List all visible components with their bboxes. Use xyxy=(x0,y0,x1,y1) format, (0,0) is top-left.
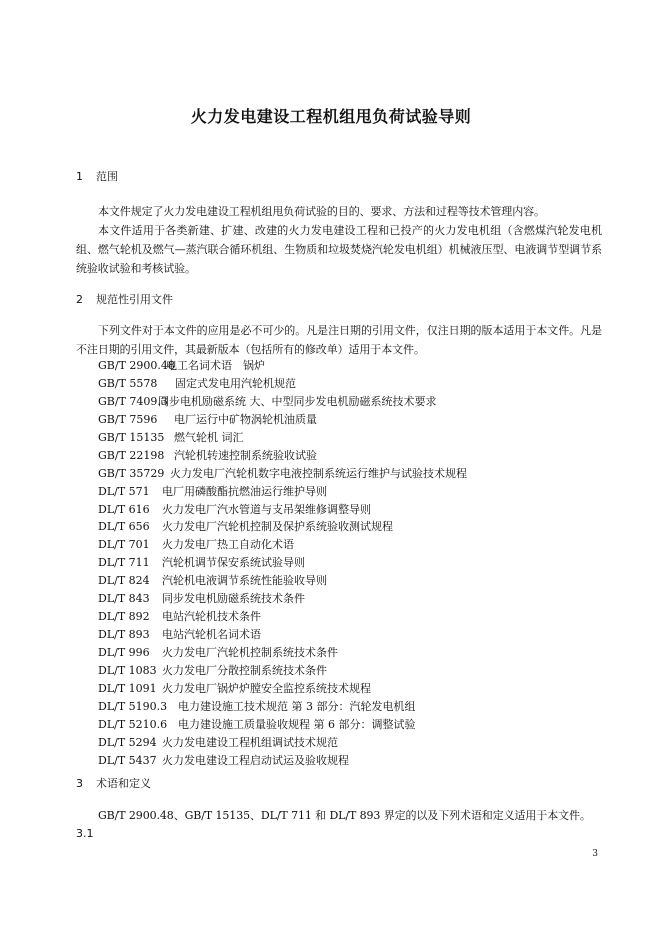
reference-item xyxy=(98,375,467,393)
reference-title: 火力发电厂热工自动化术语 xyxy=(162,538,294,552)
reference-title: 汽轮机调节保安系统试验导则 xyxy=(162,556,305,570)
reference-item xyxy=(98,752,467,770)
reference-code: DL/T 616 xyxy=(98,502,150,516)
document-title: 火力发电建设工程机组甩负荷试验导则 xyxy=(190,107,472,126)
reference-code: DL/T 5437 xyxy=(98,753,157,767)
reference-title: 火力发电建设工程启动试运及验收规程 xyxy=(162,753,349,767)
reference-item xyxy=(98,662,467,680)
subsection-number: 3.1 xyxy=(76,827,94,840)
reference-title: 火力发电建设工程机组调试技术规范 xyxy=(162,735,338,749)
reference-code: DL/T 843 xyxy=(98,592,150,606)
scope-paragraph-1: 本文件规定了火力发电建设工程机组甩负荷试验的目的、要求、方法和过程等技术管理内容。 xyxy=(98,205,545,218)
reference-title: 固定式发电用汽轮机规范 xyxy=(175,376,296,390)
reference-code: DL/T 824 xyxy=(98,574,150,588)
reference-code: DL/T 1091 xyxy=(98,681,157,695)
section-title: 范围 xyxy=(96,170,118,183)
reference-code: DL/T 711 xyxy=(98,556,150,570)
reference-code: DL/T 1083 xyxy=(98,663,157,677)
reference-item xyxy=(98,536,467,554)
reference-code: DL/T 893 xyxy=(98,628,150,642)
reference-item xyxy=(98,429,467,447)
reference-title: 电站汽轮机技术条件 xyxy=(162,610,261,624)
reference-title: 电厂用磷酸酯抗燃油运行维护导则 xyxy=(162,484,327,498)
reference-item xyxy=(98,644,467,662)
reference-title: 燃气轮机 词汇 xyxy=(174,430,244,444)
reference-title: 电厂运行中矿物涡轮机油质量 xyxy=(174,412,317,426)
reference-item xyxy=(98,393,467,411)
reference-title: 同步发电机励磁系统技术条件 xyxy=(162,592,305,606)
reference-code: DL/T 5190.3 xyxy=(98,699,168,713)
reference-title: 火力发电厂分散控制系统技术条件 xyxy=(162,663,327,677)
reference-title: 电工名词术语 锅炉 xyxy=(166,359,265,372)
reference-code: DL/T 701 xyxy=(98,538,150,552)
section-heading-scope xyxy=(76,168,118,184)
reference-title: 火力发电厂汽水管道与支吊架维修调整导则 xyxy=(162,502,371,516)
reference-title: 火力发电厂汽轮机控制及保护系统验收测试规程 xyxy=(162,520,393,534)
section-number: 3 xyxy=(76,777,83,790)
reference-code: DL/T 5294 xyxy=(98,735,157,749)
reference-item xyxy=(98,590,467,608)
section-number: 2 xyxy=(76,293,83,306)
reference-item xyxy=(98,518,467,536)
reference-code: GB/T 35729 xyxy=(98,466,165,480)
reference-item xyxy=(98,716,467,734)
reference-code: DL/T 5210.6 xyxy=(98,717,168,731)
reference-item xyxy=(98,357,467,375)
section-heading-terms-and-definitions xyxy=(76,775,151,791)
page-number: 3 xyxy=(592,849,598,859)
section-title: 术语和定义 xyxy=(96,777,151,790)
reference-code: GB/T 5578 xyxy=(98,376,158,390)
reference-item xyxy=(98,572,467,590)
reference-code: GB/T 7409.3 xyxy=(98,394,168,408)
scope-paragraph-2: 本文件适用于各类新建、扩建、改建的火力发电建设工程和已投产的火力发电机组（含燃煤汽轮发电机组、燃气轮机及燃气—蒸汽联合循环机组、生物质和垃圾焚烧汽轮发电机组）机械液压型、电液调节型调节系统验收试验和考核试验。 xyxy=(76,224,602,275)
reference-title: 同步电机励磁系统 大、中型同步发电机励磁系统技术要求 xyxy=(158,394,437,408)
terms-intro-paragraph: GB/T 2900.48、GB/T 15135、DL/T 711 和 DL/T 893 界定的以及下列术语和定义适用于本文件。 xyxy=(98,809,591,822)
reference-item xyxy=(98,734,467,752)
reference-code: GB/T 15135 xyxy=(98,430,165,444)
reference-code: DL/T 892 xyxy=(98,610,150,624)
reference-title: 汽轮机转速控制系统验收试验 xyxy=(174,448,317,462)
reference-item xyxy=(98,608,467,626)
reference-item xyxy=(98,680,467,698)
reference-item xyxy=(98,465,467,483)
section-title: 规范性引用文件 xyxy=(96,293,173,306)
reference-item xyxy=(98,483,467,501)
reference-title: 电站汽轮机名词术语 xyxy=(162,628,261,642)
reference-code: DL/T 656 xyxy=(98,520,150,534)
reference-item xyxy=(98,626,467,644)
reference-item xyxy=(98,698,467,716)
reference-item xyxy=(98,447,467,465)
reference-title: 电力建设施工质量验收规程 第 6 部分：调整试验 xyxy=(178,717,416,731)
reference-code: GB/T 7596 xyxy=(98,412,158,426)
reference-item xyxy=(98,411,467,429)
reference-title: 电力建设施工技术规范 第 3 部分：汽轮发电机组 xyxy=(178,699,416,713)
reference-title: 汽轮机电液调节系统性能验收导则 xyxy=(162,574,327,588)
reference-title: 火力发电厂汽轮机控制系统技术条件 xyxy=(162,646,338,659)
reference-code: GB/T 22198 xyxy=(98,448,165,462)
section-number: 1 xyxy=(76,170,83,183)
reference-list xyxy=(98,357,467,770)
reference-title: 火力发电厂汽轮机数字电液控制系统运行维护与试验技术规程 xyxy=(170,466,467,480)
reference-item xyxy=(98,554,467,572)
references-intro-paragraph: 下列文件对于本文件的应用是必不可少的。凡是注日期的引用文件，仅注日期的版本适用于本文件。凡是不注日期的引用文件，其最新版本（包括所有的修改单）适用于本文件。 xyxy=(76,324,602,356)
reference-code: DL/T 996 xyxy=(98,646,150,659)
reference-item xyxy=(98,501,467,519)
section-heading-normative-references xyxy=(76,291,173,307)
reference-code: GB/T 2900.48 xyxy=(98,359,175,372)
reference-title: 火力发电厂锅炉炉膛安全监控系统技术规程 xyxy=(162,681,371,695)
reference-code: DL/T 571 xyxy=(98,484,150,498)
